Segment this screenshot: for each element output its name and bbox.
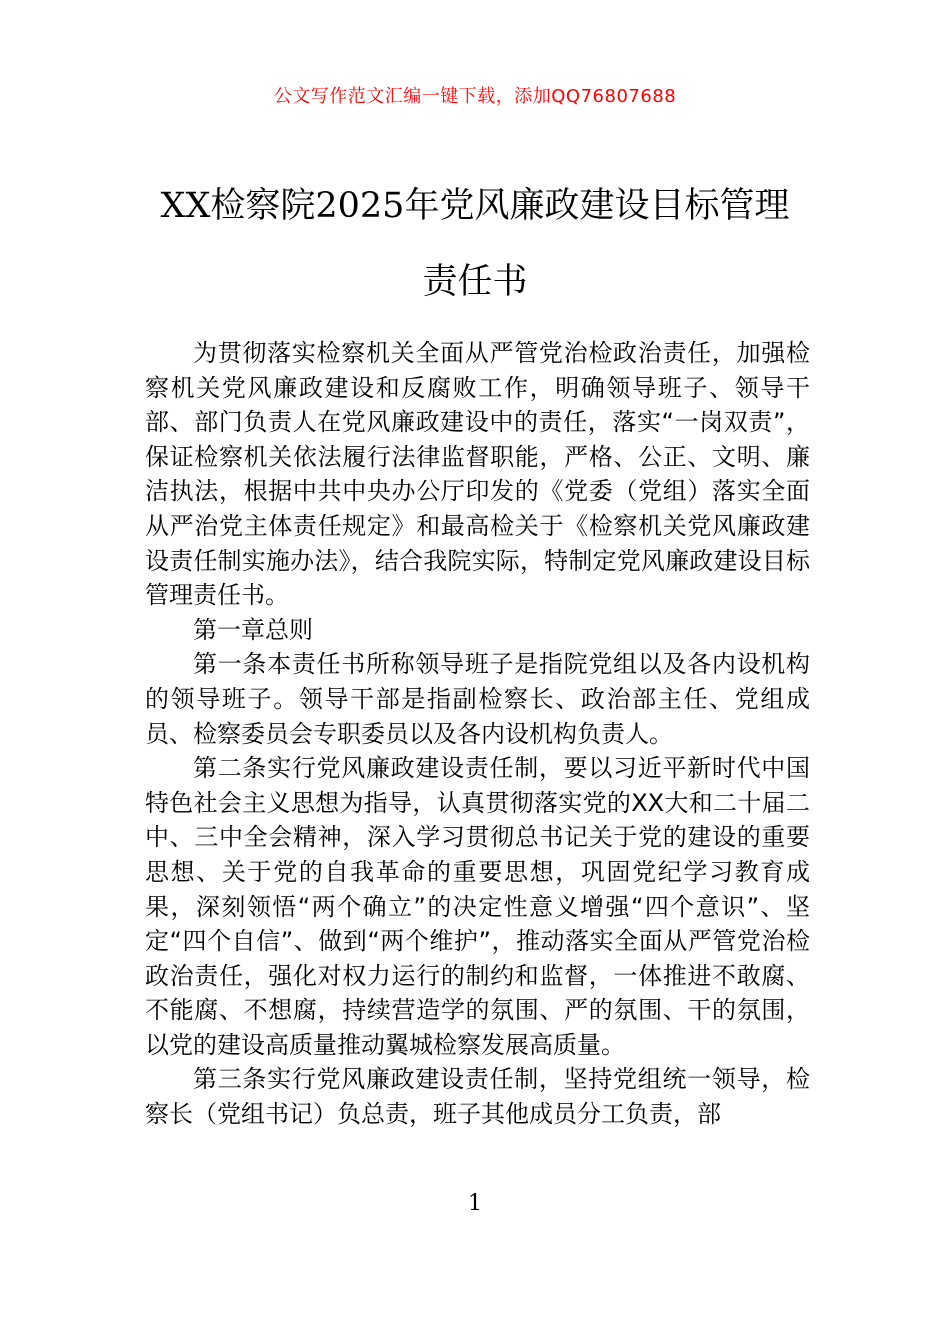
document-title-line-1: XX检察院2025年党风廉政建设目标管理 [160, 186, 790, 226]
document-title-line-2: 责任书 [422, 262, 528, 302]
paragraph-article-2: 第二条实行党风廉政建设责任制，要以习近平新时代中国特色社会主义思想为指导，认真贯彻落实党的XX大和二十届二中、三中全会精神，深入学习贯彻总书记关于党的建设的重要思想、关于党的自我革命的重要思想，巩固党纪学习教育成果，深刻领悟“两个确立”的决定性意义增强“四个意识”、坚定“四个自信”、做到“两个维护”，推动落实全面从严管党治检政治责任，强化对权力运行的制约和监督，一体推进不敢腐、不能腐、不想腐，持续营造学的氛围、严的氛围、干的氛围，以党的建设高质量推动翼城检察发展高质量。 [145, 754, 810, 1059]
paragraph-article-1: 第一条本责任书所称领导班子是指院党组以及各内设机构的领导班子。领导干部是指副检察长、政治部主任、党组成员、检察委员会专职委员以及各内设机构负责人。 [145, 650, 810, 748]
chapter-heading: 第一章总则 [193, 615, 313, 644]
document-title [145, 168, 805, 320]
header-banner: 公文写作范文汇编一键下载，添加QQ76807688 [273, 86, 677, 107]
document-body [145, 336, 810, 1132]
paragraph-article-3: 第三条实行党风廉政建设责任制，坚持党组统一领导，检察长（党组书记）负总责，班子其他成员分工负责，部 [145, 1065, 810, 1129]
paragraph-intro: 为贯彻落实检察机关全面从严管党治检政治责任，加强检察机关党风廉政建设和反腐败工作，明确领导班子、领导干部、部门负责人在党风廉政建设中的责任，落实“一岗双责”，保证检察机关依法履行法律监督职能，严格、公正、文明、廉洁执法，根据中共中央办公厅印发的《党委（党组）落实全面从严治党主体责任规定》和最高检关于《检察机关党风廉政建设责任制实施办法》，结合我院实际，特制定党风廉政建设目标管理责任书。 [145, 339, 810, 610]
page-number: 1 [468, 1191, 482, 1216]
